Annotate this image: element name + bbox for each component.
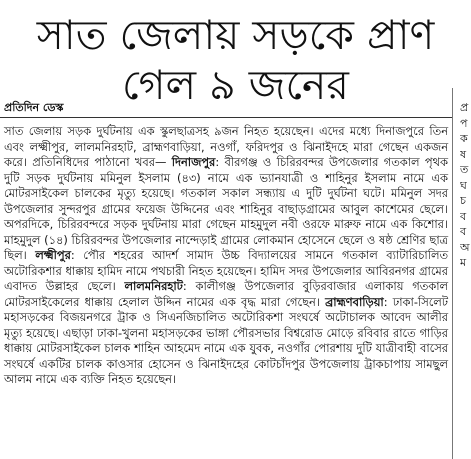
- headline-line-1: সাত জেলায় সড়কে প্রাণ: [36, 11, 435, 59]
- fragment-14: ব: [460, 209, 467, 223]
- location-lead-dinajpur: দিনাজপুর: [171, 155, 216, 169]
- dateline-rule: [0, 117, 452, 118]
- fragment-8: ত: [460, 163, 469, 176]
- location-lead-lakshmipur: লক্ষ্মীপুর: [35, 248, 71, 262]
- location-lead-brahmanbaria: ব্রাহ্মণবাড়িয়া: [325, 294, 384, 309]
- fragment-12: চ: [460, 194, 466, 207]
- headline-line-2: গেল ৯ জনের: [122, 61, 349, 109]
- dateline: প্রতিদিন ডেস্ক: [4, 101, 64, 114]
- body-segment-brahmanbaria: : ঢাকা-সিলেট মহাসড়কের বিজয়নগরে ট্রাক ও সিএনজিচালিত অটোরিকশা সংঘর্ষে অটোচালক আবেদ আলীর মৃত্যু হয়েছে। এছাড়া ঢাকা-খুলনা মহাসড়কের ভাঙ্গা পৌরসভার বিশ্বরোড মোড়ে রবিবার রাতে গাড়ির ধাক্কায় মোটরসাইকেল চালক শাহিন আহমেদ নামে এক যুবক, নওগাঁর পোরশায় দুটি যাত্রীবাহী বাসের সংঘর্ষে একটির চালক কাওসার হোসেন ও ঝিনাইদহের কোটচাঁদপুর উপজেলায় ট্রাকচাপায় সামছুল আলম নামে এক ব্যক্তি নিহত হয়েছেন।: [4, 294, 448, 386]
- fragment-3: প: [460, 116, 468, 130]
- column-divider: [452, 88, 453, 459]
- article-paragraph: [4, 124, 448, 388]
- fragment-0: প্র: [460, 101, 469, 114]
- fragment-17: ব: [460, 225, 467, 238]
- body-segment-intro: সাত জেলায় সড়ক দুর্ঘটনায় এক স্কুলছাত্রসহ ৯জন নিহত হয়েছেন। এদের মধ্যে দিনাজপুরে তিন এবং লক্ষ্মীপুর, লালমনিরহাট, ব্রাহ্মণবাড়িয়া, নওগাঁ, ফরিদপুর ও ঝিনাইদহে মারা গেছেন একজন করে। প্রতিনিধিদের পাঠানো খবর—: [4, 124, 448, 169]
- body-segment-lakshmipur: : পৌর শহরের আদর্শ সামাদ উচ্চ বিদ্যালয়ের সামনে গতকাল ব্যাটারিচালিত অটোরিকশার ধাক্কায় হামিদ নামে পথচারী নিহত হয়েছেন। হামিদ সদর উপজেলার আবিরনগর গ্রামের এবাদত উল্লাহর ছেলে।: [4, 248, 448, 293]
- fragment-6: ষ: [460, 147, 467, 161]
- location-lead-lalmonirhat: লালমনিরহাট: [124, 279, 183, 293]
- headline: [0, 0, 471, 110]
- adjacent-column-fragment: [460, 100, 471, 271]
- article-body: [4, 124, 448, 388]
- fragment-4: ক: [460, 132, 468, 145]
- fragment-10: ঘ: [460, 178, 467, 192]
- body-segment-lalmonirhat: : কালীগঞ্জ উপজেলার বুড়িরবাজার এলাকায় গতকাল মোটরসাইকেলের ধাক্কায় হেলাল উদ্দিন নামের এক বৃদ্ধ মারা গেছেন।: [4, 279, 448, 309]
- fragment-20: ম: [460, 256, 467, 269]
- body-segment-dinajpur: : বীরগঞ্জ ও চিরিরবন্দর উপজেলার গতকাল পৃথক দুটি সড়ক দুর্ঘটনায় মমিনুল ইসলাম (৪৩) নামে এক ভ্যানযাত্রী ও শাহিনুর ইসলাম নামে এক মোটরসাইকেল চালকের মৃত্যু হয়েছে। গতকাল সকাল সন্ধ্যায় এ দুটি দুর্ঘটনা ঘটে। মমিনুল সদর উপজেলার সুন্দরপুর গ্রামের ফয়েজ উদ্দিনের এবং শাহিনুর বাছাড়গ্রামের আবুল কাশেমের ছেলে। অপরদিকে, চিরিরবন্দরে সড়ক দুর্ঘটনায় মারা গেছেন মাহমুদুল নবী ওরফে মারুফ নামে এক কিশোর। মাহমুদুল (১৪) চিরিরবন্দর উপজেলার নান্দেড়াই গ্রামের লোকমান হোসেনে ছেলে ও ষষ্ঠ শ্রেণির ছাত্র ছিল।: [4, 155, 448, 262]
- fragment-19: অ: [460, 240, 470, 254]
